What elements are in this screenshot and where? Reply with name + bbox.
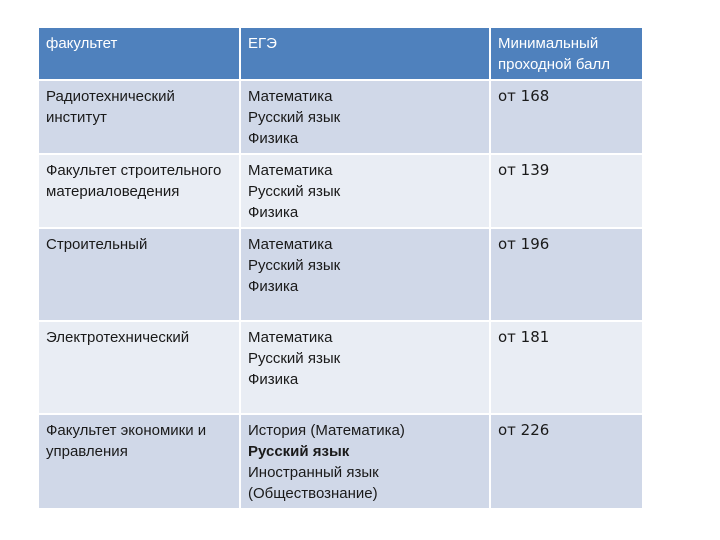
exams-cell bbox=[240, 414, 490, 509]
table-row bbox=[39, 414, 642, 509]
exam-item: Математика bbox=[248, 162, 333, 179]
exam-item: Иностранный язык bbox=[248, 464, 379, 481]
faculty-cell: Строительный bbox=[39, 228, 240, 321]
min-score-cell: от 226 bbox=[490, 414, 642, 509]
table-header-row bbox=[39, 28, 642, 80]
exam-item: Математика bbox=[248, 88, 333, 105]
exam-item: История (Математика) bbox=[248, 422, 405, 439]
exams-cell bbox=[240, 80, 490, 154]
exam-item: Русский язык bbox=[248, 183, 341, 200]
exam-item: (Обществознание) bbox=[248, 485, 378, 502]
exam-item: Русский язык bbox=[248, 257, 341, 274]
header-min-score: Минимальный проходной балл bbox=[490, 28, 642, 80]
exam-item: Математика bbox=[248, 329, 333, 346]
exam-item: Физика bbox=[248, 204, 299, 221]
exam-item: Физика bbox=[248, 371, 299, 388]
table-row bbox=[39, 154, 642, 228]
table-row bbox=[39, 321, 642, 414]
faculty-cell: Факультет строительного материаловедения bbox=[39, 154, 240, 228]
exam-item: Физика bbox=[248, 278, 299, 295]
exams-cell bbox=[240, 321, 490, 414]
faculty-cell: Радиотехнический институт bbox=[39, 80, 240, 154]
faculty-cell: Факультет экономики и управления bbox=[39, 414, 240, 509]
exam-item: Физика bbox=[248, 130, 299, 147]
table-row bbox=[39, 80, 642, 154]
exam-item: Математика bbox=[248, 236, 333, 253]
table-row bbox=[39, 228, 642, 321]
faculty-cell: Электротехнический bbox=[39, 321, 240, 414]
exam-item: Русский язык bbox=[248, 443, 350, 460]
header-faculty: факультет bbox=[39, 28, 240, 80]
exam-item: Русский язык bbox=[248, 350, 341, 367]
min-score-cell: от 168 bbox=[490, 80, 642, 154]
min-score-cell: от 196 bbox=[490, 228, 642, 321]
header-exams: ЕГЭ bbox=[240, 28, 490, 80]
exams-cell bbox=[240, 228, 490, 321]
exams-cell bbox=[240, 154, 490, 228]
admissions-table bbox=[39, 28, 642, 510]
exam-item: Русский язык bbox=[248, 109, 341, 126]
min-score-cell: от 181 bbox=[490, 321, 642, 414]
min-score-cell: от 139 bbox=[490, 154, 642, 228]
